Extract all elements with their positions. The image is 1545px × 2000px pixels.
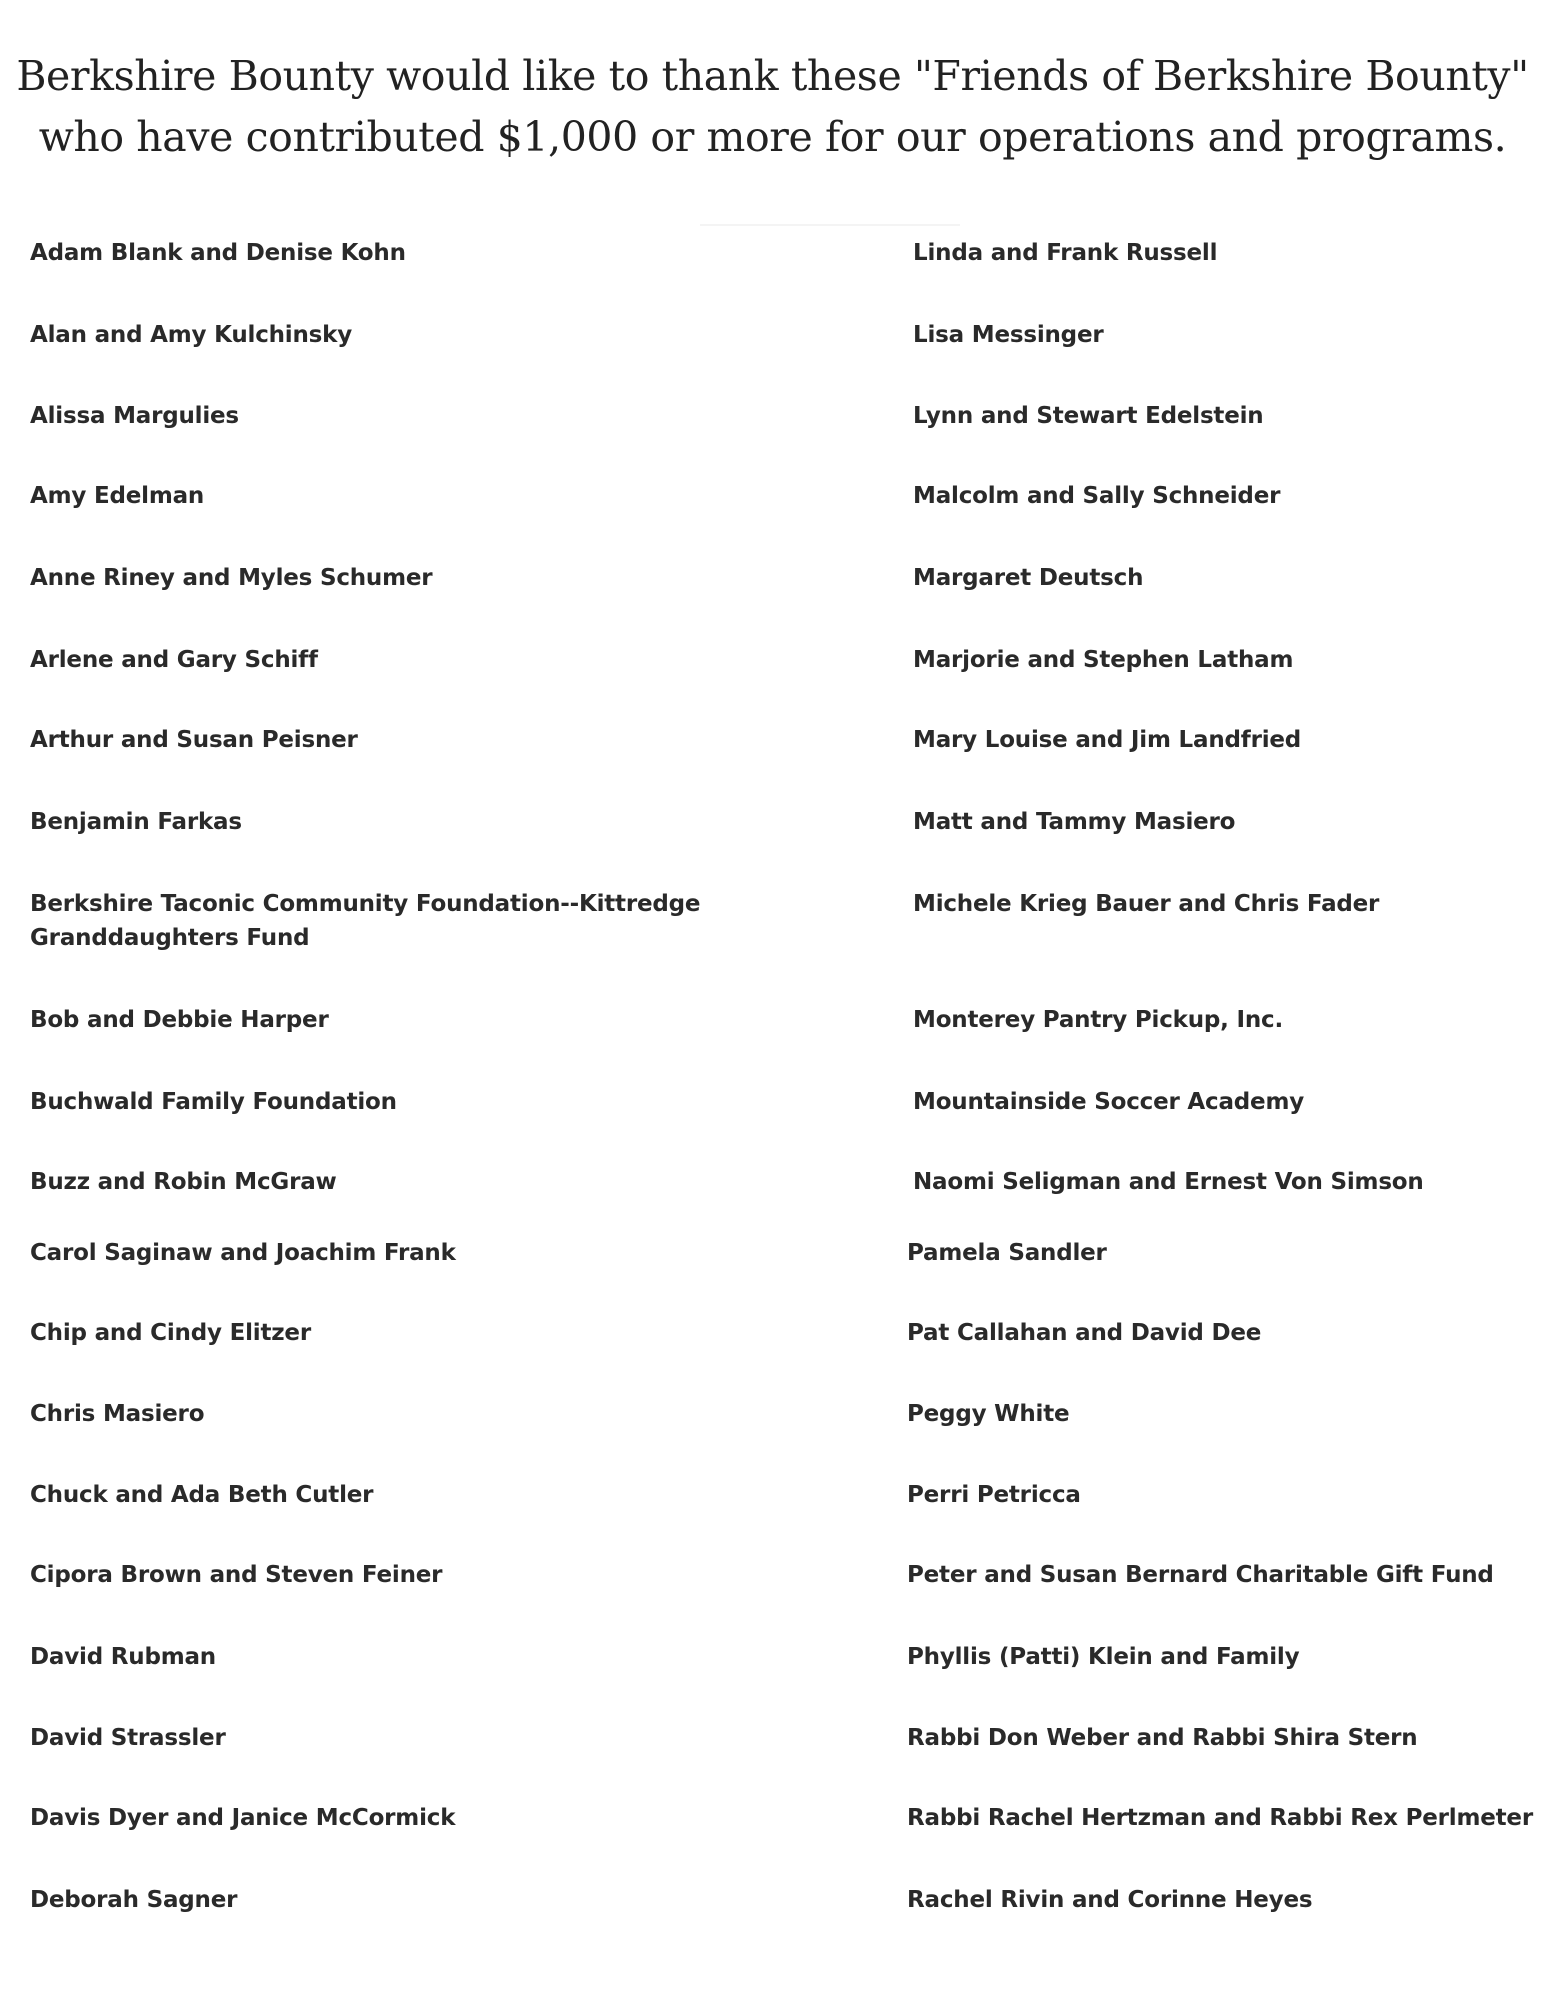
donor-name: Matt and Tammy Masiero xyxy=(913,809,1236,835)
donor-name: Chris Masiero xyxy=(30,1401,205,1427)
donor-name: Monterey Pantry Pickup, Inc. xyxy=(913,1007,1284,1033)
donor-name: Naomi Seligman and Ernest Von Simson xyxy=(913,1169,1424,1195)
heading-line-1: Berkshire Bounty would like to thank these "Friends of Berkshire Bounty" xyxy=(16,52,1529,100)
donor-name: Pamela Sandler xyxy=(907,1240,1107,1266)
donor-name: Michele Krieg Bauer and Chris Fader xyxy=(913,891,1380,917)
donor-name: Adam Blank and Denise Kohn xyxy=(30,240,406,266)
donor-name: Lynn and Stewart Edelstein xyxy=(913,403,1264,429)
donor-name: Benjamin Farkas xyxy=(30,809,242,835)
donor-name: Lisa Messinger xyxy=(913,322,1104,348)
donor-name: Margaret Deutsch xyxy=(913,565,1144,591)
donor-name: Linda and Frank Russell xyxy=(913,240,1218,266)
donor-name: Davis Dyer and Janice McCormick xyxy=(30,1805,456,1831)
donor-name: Peggy White xyxy=(907,1401,1070,1427)
donor-name: Mountainside Soccer Academy xyxy=(913,1089,1305,1115)
donor-name: Peter and Susan Bernard Charitable Gift Fund xyxy=(907,1562,1494,1588)
donor-name: Deborah Sagner xyxy=(30,1887,238,1913)
donor-name: Phyllis (Patti) Klein and Family xyxy=(907,1644,1300,1670)
page-heading xyxy=(0,46,1545,168)
donor-name: Rabbi Rachel Hertzman and Rabbi Rex Perlmeter xyxy=(907,1805,1533,1831)
donor-name: Berkshire Taconic Community Foundation--Kittredge Granddaughters Fund xyxy=(30,891,701,951)
donor-name: Marjorie and Stephen Latham xyxy=(913,647,1294,673)
heading-line-2: who have contributed $1,000 or more for our operations and programs. xyxy=(38,113,1507,161)
donor-name: Carol Saginaw and Joachim Frank xyxy=(30,1240,456,1266)
donor-name: Pat Callahan and David Dee xyxy=(907,1320,1262,1346)
donor-name: Cipora Brown and Steven Feiner xyxy=(30,1562,443,1588)
donor-name: Bob and Debbie Harper xyxy=(30,1007,329,1033)
donor-name: Arthur and Susan Peisner xyxy=(30,727,358,753)
donor-name: Alan and Amy Kulchinsky xyxy=(30,322,353,348)
donor-name: Alissa Margulies xyxy=(30,403,239,429)
donor-name: Rabbi Don Weber and Rabbi Shira Stern xyxy=(907,1725,1418,1751)
donor-name: Rachel Rivin and Corinne Heyes xyxy=(907,1887,1313,1913)
donor-name: Arlene and Gary Schiff xyxy=(30,647,318,673)
donor-name: Anne Riney and Myles Schumer xyxy=(30,565,433,591)
donor-name: Chuck and Ada Beth Cutler xyxy=(30,1482,374,1508)
donor-name: Mary Louise and Jim Landfried xyxy=(913,727,1302,753)
donor-name: David Rubman xyxy=(30,1644,216,1670)
donor-name: Amy Edelman xyxy=(30,483,205,509)
donor-name: Perri Petricca xyxy=(907,1482,1081,1508)
donor-name: Malcolm and Sally Schneider xyxy=(913,483,1281,509)
donor-name: Buzz and Robin McGraw xyxy=(30,1169,337,1195)
donor-name: David Strassler xyxy=(30,1725,226,1751)
divider xyxy=(700,224,960,226)
donor-name: Chip and Cindy Elitzer xyxy=(30,1320,311,1346)
donor-name: Buchwald Family Foundation xyxy=(30,1089,397,1115)
